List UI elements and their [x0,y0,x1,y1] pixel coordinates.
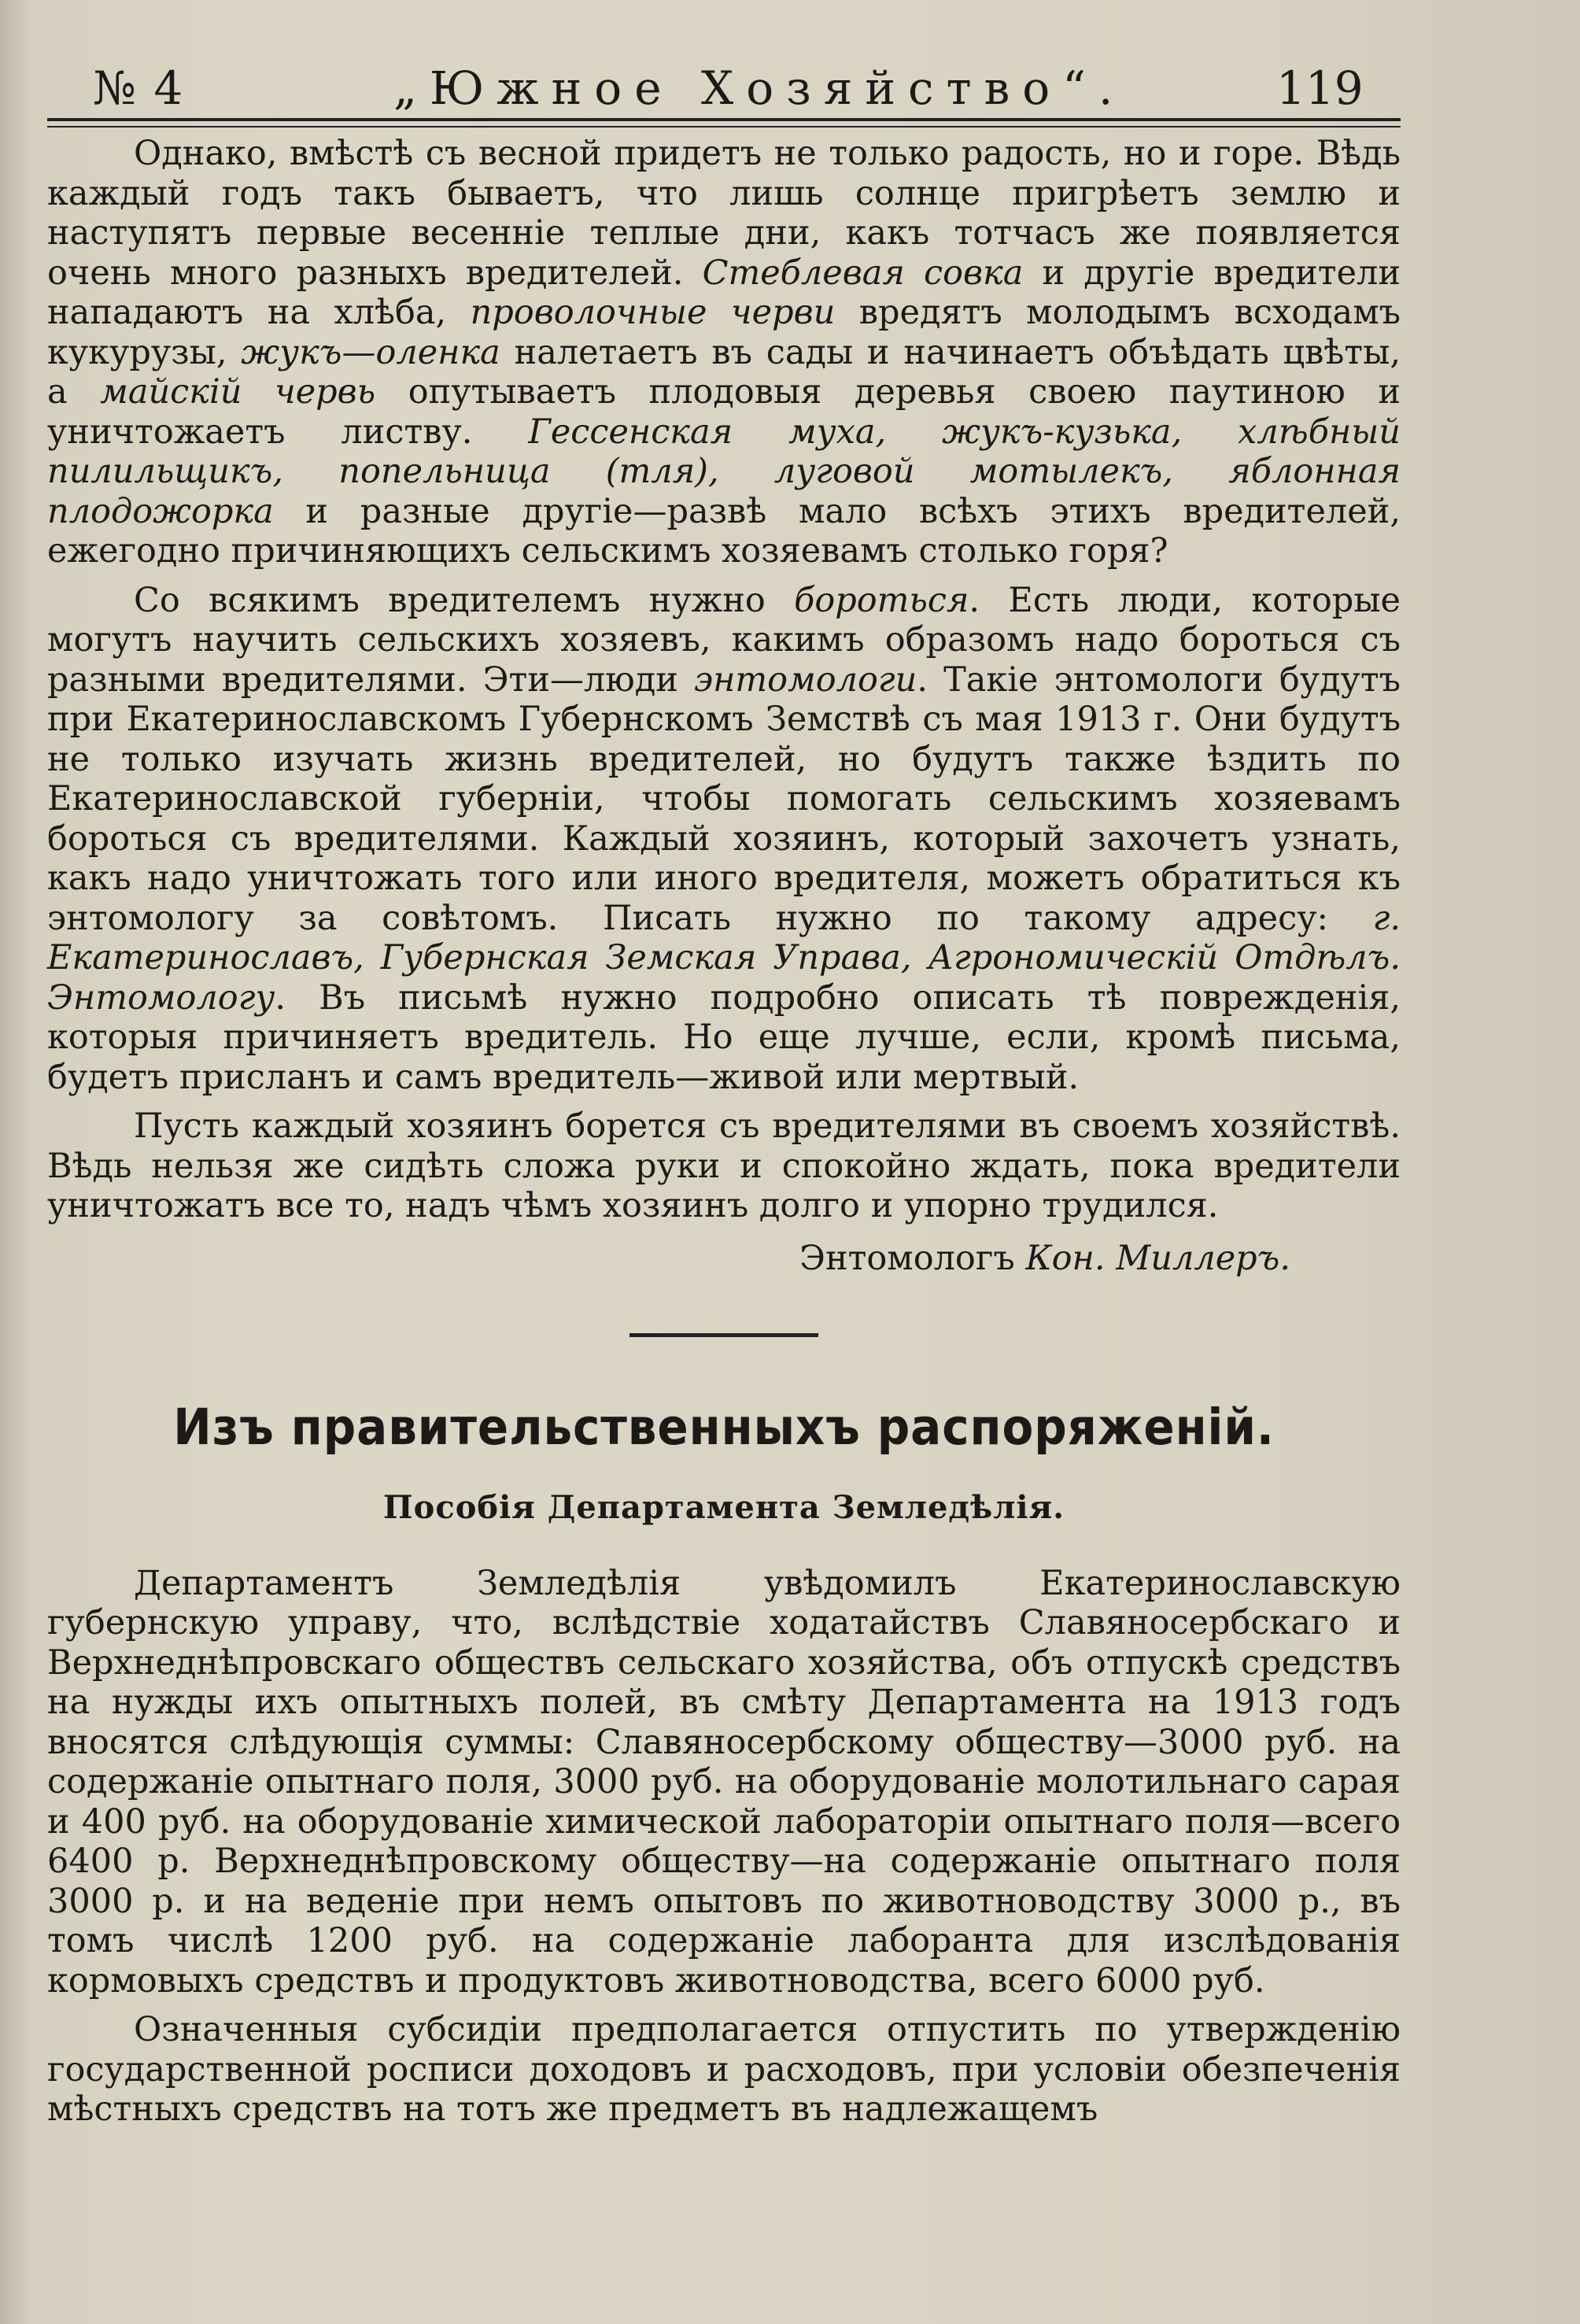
text-run: . Въ письмѣ нужно подробно описать тѣ поврежденія, которыя причиняетъ вредитель. Но еще лучше, если, кромѣ письма, будетъ присланъ и самъ вредитель—живой или мертвый. [47,977,1401,1097]
page-header [47,47,1401,118]
signature [47,1239,1401,1278]
page-body [47,134,1401,2130]
text-run: и другіе вредители нападаютъ на хлѣба, [47,253,1401,332]
italic-term: проволочные черви [470,293,836,332]
text-run: и разные другіе—развѣ мало всѣхъ этихъ вредителей, ежегодно причиняющихъ сельскимъ хозяевамъ столько горя? [47,491,1401,571]
article2-paragraph-2 [47,2010,1401,2130]
journal-title: „Южное Хозяйство“. [393,61,1126,115]
italic-term: бороться [794,580,969,620]
text-run: Означенныя субсидіи предполагается отпустить по утвержденію государственной росписи доходовъ и расходовъ, при условіи обезпеченія мѣстныхъ средствъ на тотъ же предметъ въ надлежащемъ [47,2010,1401,2129]
section-title: Изъ правительственныхъ распоряженій. [173,1398,1275,1456]
text-run: Департаментъ Земледѣлія увѣдомилъ Екатеринославскую губернскую управу, что, вслѣдствіе ходатайствъ Славяносербскаго и Верхнеднѣпровскаго обществъ сельскаго хозяйства, объ отпускѣ средствъ на нужды ихъ опытныхъ полей, въ смѣту Департамента на 1913 годъ вносятся слѣдующія суммы: Славяносербскому обществу—3000 руб. на содержаніе опытнаго поля, 3000 руб. на оборудованіе молотильнаго сарая и 400 руб. на оборудованіе химической лабораторіи опытнаго поля—всего 6400 р. Верхнеднѣпровскому обществу—на содержаніе опытнаго поля 3000 р. и на веденіе при немъ опытовъ по животноводству 3000 р., въ томъ числѣ 1200 руб. на содержаніе лаборанта для изслѣдованія кормовыхъ средствъ и продуктовъ животноводства, всего 6000 руб. [47,1563,1401,2001]
article1-paragraph-2 [47,581,1401,1098]
italic-term: Гессенская муха, жукъ-кузька, хлѣбный пилильщикъ, попельница (тля), луговой мотылекъ, яблонная плодожорка [47,412,1401,531]
text-run: . Есть люди, которые могутъ научить сельскихъ хозяевъ, какимъ образомъ надо бороться съ разными вредителями. Эти—люди [47,580,1401,700]
section-subtitle: Пособія Департамента Земледѣлія. [382,1488,1065,1526]
italic-term: жукъ—оленка [241,332,500,372]
signature-role: Энтомологъ [799,1238,1015,1278]
signature-name: Кон. Миллеръ. [1025,1238,1290,1278]
text-run: Пусть каждый хозяинъ борется съ вредителями въ своемъ хозяйствѣ. Вѣдь нельзя же сидѣть сложа руки и спокойно ждать, пока вредители уничтожатъ все то, надъ чѣмъ хозяинъ долго и упорно трудился. [47,1107,1401,1225]
header-rule-thick [47,118,1401,121]
text-run: вредятъ молодымъ всходамъ кукурузы, [47,293,1401,372]
page-number: 119 [1276,61,1364,115]
italic-term: майскій червь [100,372,376,412]
text-run: Со всякимъ вредителемъ нужно [134,580,795,620]
issue-number: № 4 [93,61,185,115]
article2-paragraph-1 [47,1564,1401,2001]
text-run: налетаетъ въ сады и начинаетъ объѣдать цвѣты, а [47,332,1401,412]
text-run: Однако, вмѣстѣ съ весной придетъ не только радость, но и горе. Вѣдь каждый годъ такъ бываетъ, что лишь солнце пригрѣетъ землю и наступятъ первые весенніе теплые дни, какъ тотчасъ же появляется очень много разныхъ вредителей. [47,134,1401,293]
section-separator [629,1333,818,1337]
header-rule-thin [47,126,1401,127]
italic-term: энтомологи [694,660,917,700]
article1-paragraph-1 [47,134,1401,571]
text-run: опутываетъ плодовыя деревья своею паутиною и уничтожаетъ листву. [47,372,1401,452]
article1-paragraph-3 [47,1107,1401,1226]
italic-term: г. Екатеринославъ, Губернская Земская Управа, Агрономическій Отдѣлъ. Энтомологу [47,898,1401,1018]
text-run: . Такіе энтомологи будутъ при Екатеринославскомъ Губернскомъ Земствѣ съ мая 1913 г. Они будутъ не только изучать жизнь вредителей, но будутъ также ѣздить по Екатеринославской губерніи, чтобы помогать сельскимъ хозяевамъ бороться съ вредителями. Каждый хозяинъ, который захочетъ узнать, какъ надо уничтожать того или иного вредителя, можетъ обратиться къ энтомологу за совѣтомъ. Писать нужно по такому адресу: [47,660,1401,938]
italic-term: Стеблевая совка [702,253,1024,293]
